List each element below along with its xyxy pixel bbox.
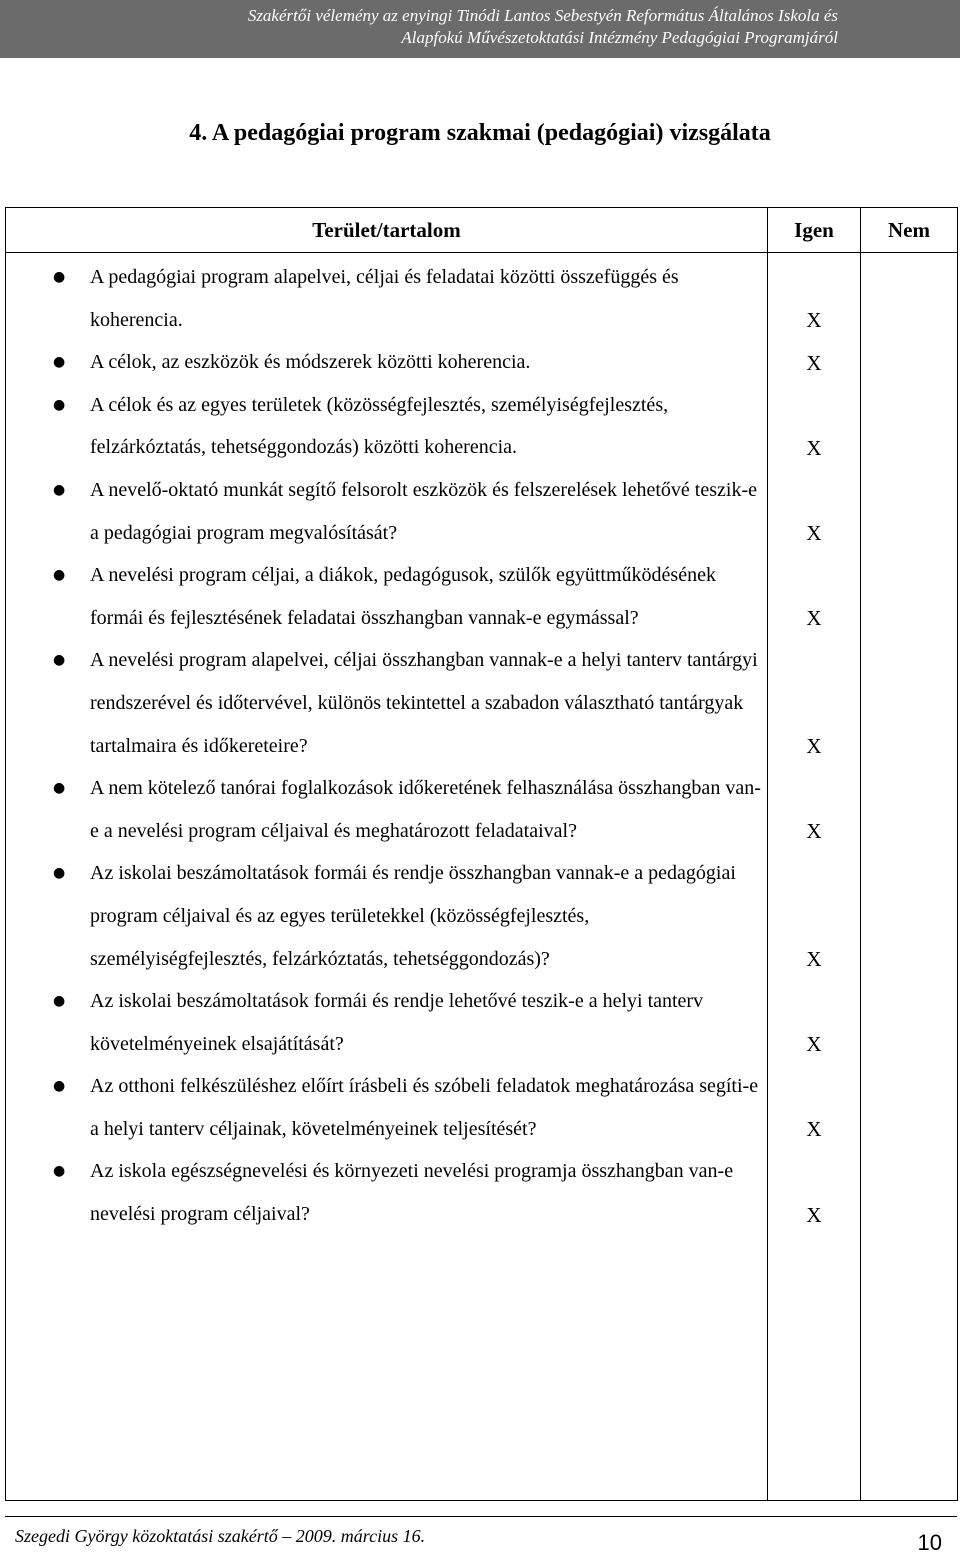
bullet-icon: ● [53,269,66,285]
criterion-text: A célok, az eszközök és módszerek közötti koherencia. [90,351,531,374]
bullet-icon: ● [53,865,66,882]
bullet-icon: ● [53,652,66,669]
list-item [6,639,767,767]
criteria-list [6,253,767,1500]
bullet-icon: ● [53,354,66,371]
footer-divider [5,1516,957,1517]
header-no: Nem [861,208,958,253]
header-yes: Igen [768,208,861,253]
header-line-1: Szakértői vélemény az enyingi Tinódi Lantos Sebestyén Református Általános Iskola és [247,6,838,25]
criterion-text: A célok és az egyes területek (közösségfejlesztés, személyiségfejlesztés, felzárkóztatás, tehetséggondozás) közötti koherencia. [90,393,669,459]
criteria-cell [6,253,768,1501]
bullet-icon: ● [53,567,66,584]
bullet-icon: ● [53,780,66,797]
criterion-text: A nevelési program céljai, a diákok, pedagógusok, szülők együttműködésének formái és fejlesztésének feladatai összhangban vannak-e egymással? [90,564,716,629]
yes-mark: X [806,1032,822,1057]
yes-mark: X [806,734,822,759]
criterion-text: A nem kötelező tanórai foglalkozások időkeretének felhasználása összhangban van-e a nevelési program céljaival és meghatározott feladataival? [90,777,761,842]
table-header-row [6,208,958,253]
yes-mark: X [806,1117,822,1142]
yes-mark: X [806,521,822,546]
criterion-text: Az otthoni felkészüléshez előírt írásbeli és szóbeli feladatok meghatározása segíti-e a helyi tanterv céljainak, követelményeinek teljesítését? [90,1075,759,1140]
list-item [6,469,767,554]
header-area: Terület/tartalom [6,208,768,253]
footer-date: 2009. március 16. [295,1526,426,1546]
section-title: 4. A pedagógiai program szakmai (pedagógiai) vizsgálata [189,120,771,146]
list-item [6,767,767,852]
list-item [6,852,767,980]
yes-column [768,253,861,1501]
yes-mark: X [806,819,822,844]
bullet-icon: ● [53,993,66,1010]
page-footer [15,1526,425,1547]
yes-mark: X [806,946,822,971]
criterion-text: Az iskolai beszámoltatások formái és rendje összhangban vannak-e a pedagógiai program céljaival és az egyes területekkel (közösségfejlesztés, személyiségfejlesztés, felzárkóztatás, tehetséggondozás)? [90,862,736,970]
no-column [861,253,958,1501]
table-body-row [6,253,958,1501]
criterion-text: Az iskola egészségnevelési és környezeti nevelési programja összhangban van-e nevelési program céljaival? [90,1160,734,1226]
bullet-icon: ● [53,1163,66,1180]
list-item [6,1150,767,1235]
footer-author: Szegedi György közoktatási szakértő [15,1526,278,1546]
page-number: 10 [917,1530,942,1555]
list-item [6,341,767,384]
list-item [6,980,767,1065]
review-table [5,207,958,1501]
header-line-2: Alapfokú Művészetoktatási Intézmény Pedagógiai Programjáról [401,28,838,47]
list-item [6,256,767,341]
criterion-text: Az iskolai beszámoltatások formái és rendje lehetővé teszik-e a helyi tanterv követelményeinek elsajátítását? [90,990,704,1055]
bullet-icon: ● [53,396,66,413]
criterion-text: A nevelési program alapelvei, céljai összhangban vannak-e a helyi tanterv tantárgyi rendszerével és időtervével, különös tekintettel a szabadon választható tantárgyak tartalmaira és időkereteire? [90,649,758,757]
bullet-icon: ● [53,481,66,498]
list-item [6,384,767,469]
yes-mark: X [806,1202,822,1227]
page-header [0,0,960,58]
criterion-text: A nevelő-oktató munkát segítő felsorolt eszközök és felszerelések lehetővé teszik-e a pedagógiai program megvalósítását? [90,478,757,544]
list-item [6,554,767,639]
footer-separator: – [282,1526,292,1546]
yes-mark: X [806,606,822,631]
yes-mark: X [806,435,822,460]
list-item [6,1065,767,1150]
yes-mark: X [806,308,822,333]
yes-mark: X [806,350,822,375]
bullet-icon: ● [53,1078,66,1095]
criterion-text: A pedagógiai program alapelvei, céljai és feladatai közötti összefüggés és koherencia. [90,266,679,331]
